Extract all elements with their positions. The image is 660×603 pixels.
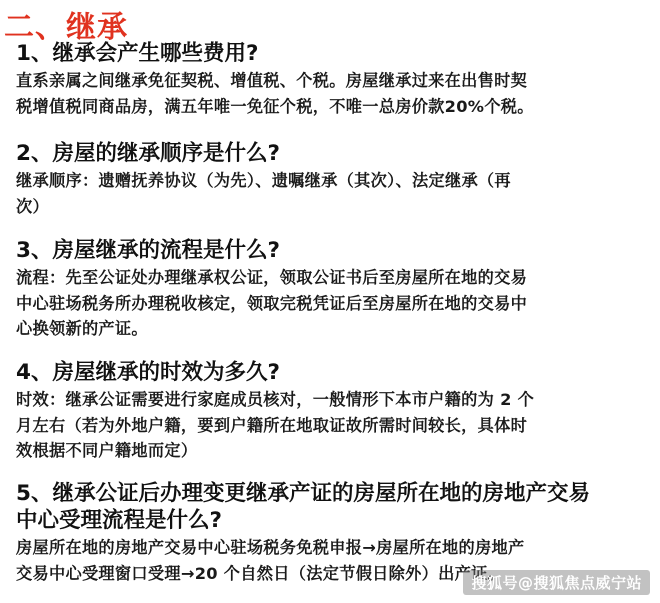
answer-2 [16, 168, 646, 219]
question-1: 1、继承会产生哪些费用? [16, 41, 259, 66]
qa-section-3 [16, 237, 646, 342]
answer-line: 直系亲属之间继承免征契税、增值税、个税。房屋继承过来在出售时契 [16, 71, 528, 90]
qa-section-2 [16, 140, 646, 219]
answer-line: 继承顺序：遗赠抚养协议（为先）、遗嘱继承（其次）、法定继承（再 [16, 171, 511, 190]
answer-line: 心换领新的产证。 [16, 319, 148, 338]
question-5 [16, 480, 646, 534]
answer-4 [16, 387, 646, 464]
answer-1 [16, 68, 646, 119]
answer-line: 时效：继承公证需要进行家庭成员核对，一般情形下本市户籍的为 2 个 [16, 390, 535, 409]
question-4: 4、房屋继承的时效为多久? [16, 360, 280, 385]
answer-line: 房屋所在地的房地产交易中心驻场税务免税申报→房屋所在地的房地产 [16, 538, 525, 557]
answer-line: 交易中心受理窗口受理→20 个自然日（法定节假日除外）出产证。 [16, 563, 505, 583]
answer-line: 月左右（若为外地户籍，要到户籍所在地取证故所需时间较长，具体时 [16, 415, 528, 435]
qa-section-4 [16, 359, 646, 464]
answer-line: 中心驻场税务所办理税收核定，领取完税凭证后至房屋所在地的交易中 [16, 293, 528, 313]
answer-line: 税增值税同商品房，满五年唯一免征个税，不唯一总房价款20%个税。 [16, 96, 534, 116]
section-heading: 二、继承 [4, 10, 128, 45]
watermark: 搜狐号@搜狐焦点威宁站 [463, 570, 650, 595]
answer-line: 效根据不同户籍地而定） [16, 441, 198, 460]
question-line: 5、继承公证后办理变更继承产证的房屋所在地的房地产交易 [16, 481, 590, 506]
question-3: 3、房屋继承的流程是什么? [16, 238, 280, 263]
answer-line: 次） [16, 196, 49, 216]
question-line: 中心受理流程是什么? [16, 508, 222, 533]
answer-3 [16, 265, 646, 342]
qa-section-1 [16, 40, 646, 119]
question-2: 2、房屋的继承顺序是什么? [16, 141, 280, 166]
answer-line: 流程：先至公证处办理继承权公证，领取公证书后至房屋所在地的交易 [16, 268, 528, 287]
